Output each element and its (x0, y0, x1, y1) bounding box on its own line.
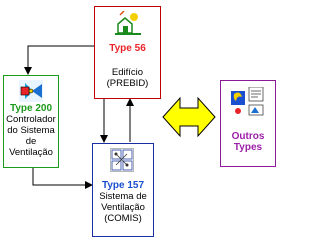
arrow-type56-to-type200 (28, 46, 94, 74)
outros-title-line2: Types (233, 142, 263, 153)
type56-line1: Edifício (111, 67, 144, 78)
type157-line3: (COMIS) (104, 213, 142, 224)
node-type157 (92, 143, 154, 237)
node-outros-types (220, 80, 276, 167)
node-type56 (94, 6, 161, 99)
arrow-type200-to-type157 (33, 168, 92, 185)
outros-title-line1: Outros (231, 131, 265, 142)
other-types-icon (231, 87, 267, 117)
type157-line1: Sistema de (99, 191, 147, 202)
double-arrow-icon (163, 98, 215, 136)
type157-title: Type 157 (101, 180, 145, 191)
building-icon (115, 11, 141, 37)
controller-icon (19, 80, 43, 102)
ventilation-network-icon (110, 148, 134, 172)
type200-title: Type 200 (9, 103, 53, 114)
type200-line1: Controlador (6, 114, 56, 125)
type157-line2: Ventilação (101, 202, 145, 213)
node-type200 (3, 75, 59, 168)
type200-line3: de (25, 136, 37, 147)
type56-title: Type 56 (109, 43, 146, 54)
type200-line2: do Sistema (7, 125, 55, 136)
type200-line4: Ventilação (9, 147, 53, 158)
type56-line2: (PREBID) (106, 78, 149, 89)
